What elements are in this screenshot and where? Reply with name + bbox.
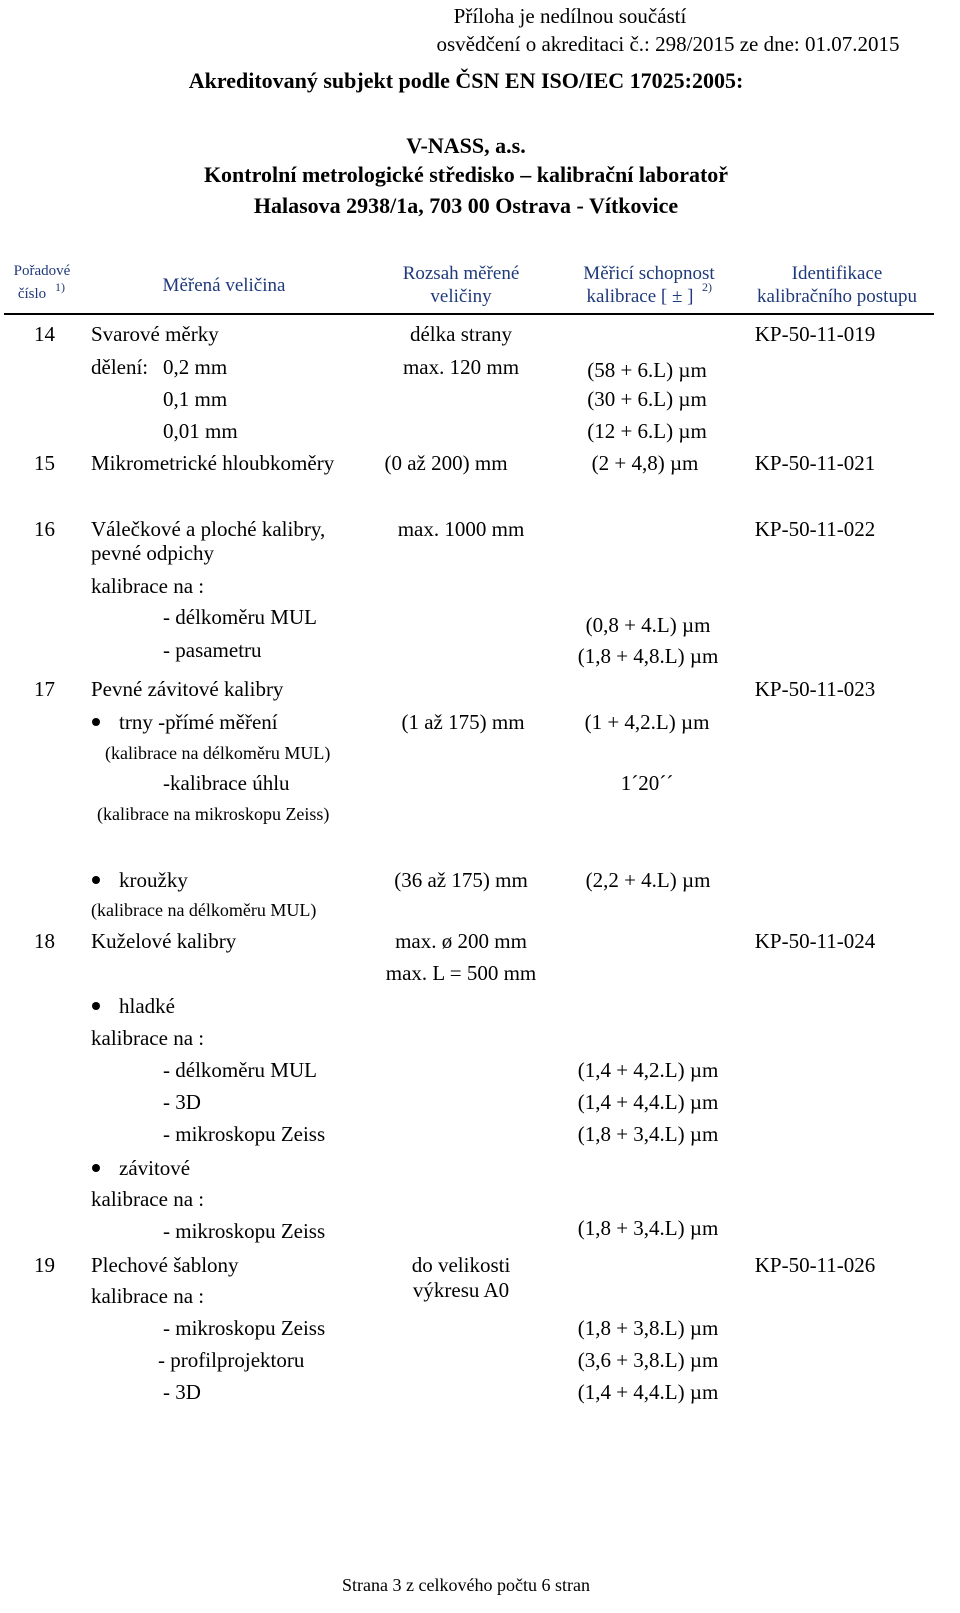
uncertainty-value: (3,6 + 3,8.L) µm [577, 1348, 719, 1372]
method-item: - mikroskopu Zeiss [163, 1122, 326, 1146]
procedure-id: KP-50-11-026 [754, 1253, 876, 1277]
range-value: max. 1000 mm [397, 517, 525, 541]
uncertainty-value: (12 + 6.L) µm [587, 419, 707, 443]
uncertainty-value: (1 + 4,2.L) µm [584, 710, 710, 734]
laboratory-name: Kontrolní metrologické středisko – kalibrační laboratoř [203, 162, 729, 187]
procedure-id: KP-50-11-021 [754, 451, 876, 475]
range-value: (36 až 175) mm [394, 868, 528, 892]
footnote-2: 2) [702, 280, 712, 294]
header-cmc: Měřicí schopnost [583, 263, 715, 284]
uncertainty-value: (0,8 + 4.L) µm [585, 613, 711, 637]
header-range: Rozsah měřené [402, 263, 520, 284]
bullet-icon [92, 1164, 100, 1172]
uncertainty-value: (2,2 + 4.L) µm [585, 868, 711, 892]
row-number: 14 [34, 322, 55, 346]
quantity-title: Pevné závitové kalibry [91, 677, 284, 701]
method-note: (kalibrace na délkoměru MUL) [105, 743, 331, 763]
quantity-title: Kuželové kalibry [91, 929, 237, 953]
division-label: dělení: [91, 355, 149, 379]
calibration-label: kalibrace na : [91, 574, 205, 598]
method-item: - 3D [163, 1380, 201, 1404]
method-item: - délkoměru MUL [163, 1058, 317, 1082]
bullet-icon [92, 1002, 100, 1010]
page-number: Strana 3 z celkového počtu 6 stran [342, 1575, 590, 1595]
row-number: 18 [34, 929, 55, 953]
header-cmc-2: kalibrace [ ± ] [586, 286, 694, 307]
uncertainty-value: (1,8 + 4,8.L) µm [577, 644, 719, 668]
procedure-id: KP-50-11-024 [754, 929, 876, 953]
range-value: max. 120 mm [402, 355, 520, 379]
method-item: - mikroskopu Zeiss [163, 1316, 326, 1340]
footnote-1: 1) [55, 280, 65, 294]
quantity-title: Svarové měrky [91, 322, 219, 346]
row-number: 16 [34, 517, 55, 541]
division-value: 0,01 mm [163, 419, 238, 443]
header-quantity: Měřená veličina [162, 275, 286, 296]
range-value: (0 až 200) mm [384, 451, 508, 475]
uncertainty-value: (1,4 + 4,4.L) µm [577, 1090, 719, 1114]
angle-uncertainty: 1´20´´ [620, 771, 674, 795]
header-order-number-2: číslo [17, 286, 47, 302]
range-value: max. ø 200 mm [395, 929, 527, 953]
quantity-title: Mikrometrické hloubkoměry [91, 451, 335, 475]
header-divider [4, 313, 934, 315]
range-value: do velikosti [411, 1253, 511, 1277]
quantity-title: pevné odpichy [91, 541, 215, 565]
division-value: 0,1 mm [163, 387, 228, 411]
uncertainty-value: (1,8 + 3,4.L) µm [577, 1216, 719, 1240]
bullet-item: trny -přímé měření [119, 710, 278, 734]
uncertainty-value: (58 + 6.L) µm [587, 358, 707, 382]
method-item: -kalibrace úhlu [163, 771, 290, 795]
calibration-label: kalibrace na : [91, 1187, 205, 1211]
method-note: (kalibrace na délkoměru MUL) [91, 900, 317, 920]
uncertainty-value: (1,4 + 4,4.L) µm [577, 1380, 719, 1404]
annex-note: Příloha je nedílnou součástí [453, 4, 687, 28]
method-note: (kalibrace na mikroskopu Zeiss) [97, 804, 330, 824]
uncertainty-value: (1,4 + 4,2.L) µm [577, 1058, 719, 1082]
laboratory-address: Halasova 2938/1a, 703 00 Ostrava - Vítkovice [253, 193, 679, 218]
bullet-item: kroužky [119, 868, 188, 892]
row-number: 15 [34, 451, 55, 475]
method-item: - pasametru [163, 638, 262, 662]
method-item: - profilprojektoru [158, 1348, 305, 1372]
organization-name: V-NASS, a.s. [406, 133, 526, 158]
method-item: - 3D [163, 1090, 201, 1114]
accreditation-certificate: osvědčení o akreditaci č.: 298/2015 ze dne: 01.07.2015 [436, 32, 900, 56]
bullet-item: závitové [119, 1156, 191, 1180]
row-number: 19 [34, 1253, 55, 1277]
header-order-number: Pořadové [13, 263, 71, 279]
method-item: - délkoměru MUL [163, 605, 317, 629]
calibration-label: kalibrace na : [91, 1026, 205, 1050]
procedure-id: KP-50-11-022 [754, 517, 876, 541]
header-procedure-2: kalibračního postupu [757, 286, 917, 307]
quantity-title: Plechové šablony [91, 1253, 239, 1277]
bullet-item: hladké [119, 994, 175, 1018]
quantity-title: Válečkové a ploché kalibry, [91, 517, 326, 541]
range-value: max. L = 500 mm [385, 961, 537, 985]
range-value: (1 až 175) mm [401, 710, 525, 734]
range-value: délka strany [409, 322, 513, 346]
method-item: - mikroskopu Zeiss [163, 1219, 326, 1243]
header-range-2: veličiny [430, 286, 492, 307]
procedure-id: KP-50-11-023 [754, 677, 876, 701]
bullet-icon [92, 876, 100, 884]
bullet-icon [92, 718, 100, 726]
procedure-id: KP-50-11-019 [754, 322, 876, 346]
calibration-label: kalibrace na : [91, 1284, 205, 1308]
uncertainty-value: (1,8 + 3,8.L) µm [577, 1316, 719, 1340]
range-value: výkresu A0 [412, 1278, 510, 1302]
division-value: 0,2 mm [163, 355, 228, 379]
header-procedure: Identifikace [791, 263, 883, 284]
uncertainty-value: (1,8 + 3,4.L) µm [577, 1122, 719, 1146]
row-number: 17 [34, 677, 55, 701]
uncertainty-value: (2 + 4,8) µm [591, 451, 699, 475]
uncertainty-value: (30 + 6.L) µm [587, 387, 707, 411]
accredited-subject-title: Akreditovaný subjekt podle ČSN EN ISO/IEC 17025:2005: [188, 68, 744, 93]
